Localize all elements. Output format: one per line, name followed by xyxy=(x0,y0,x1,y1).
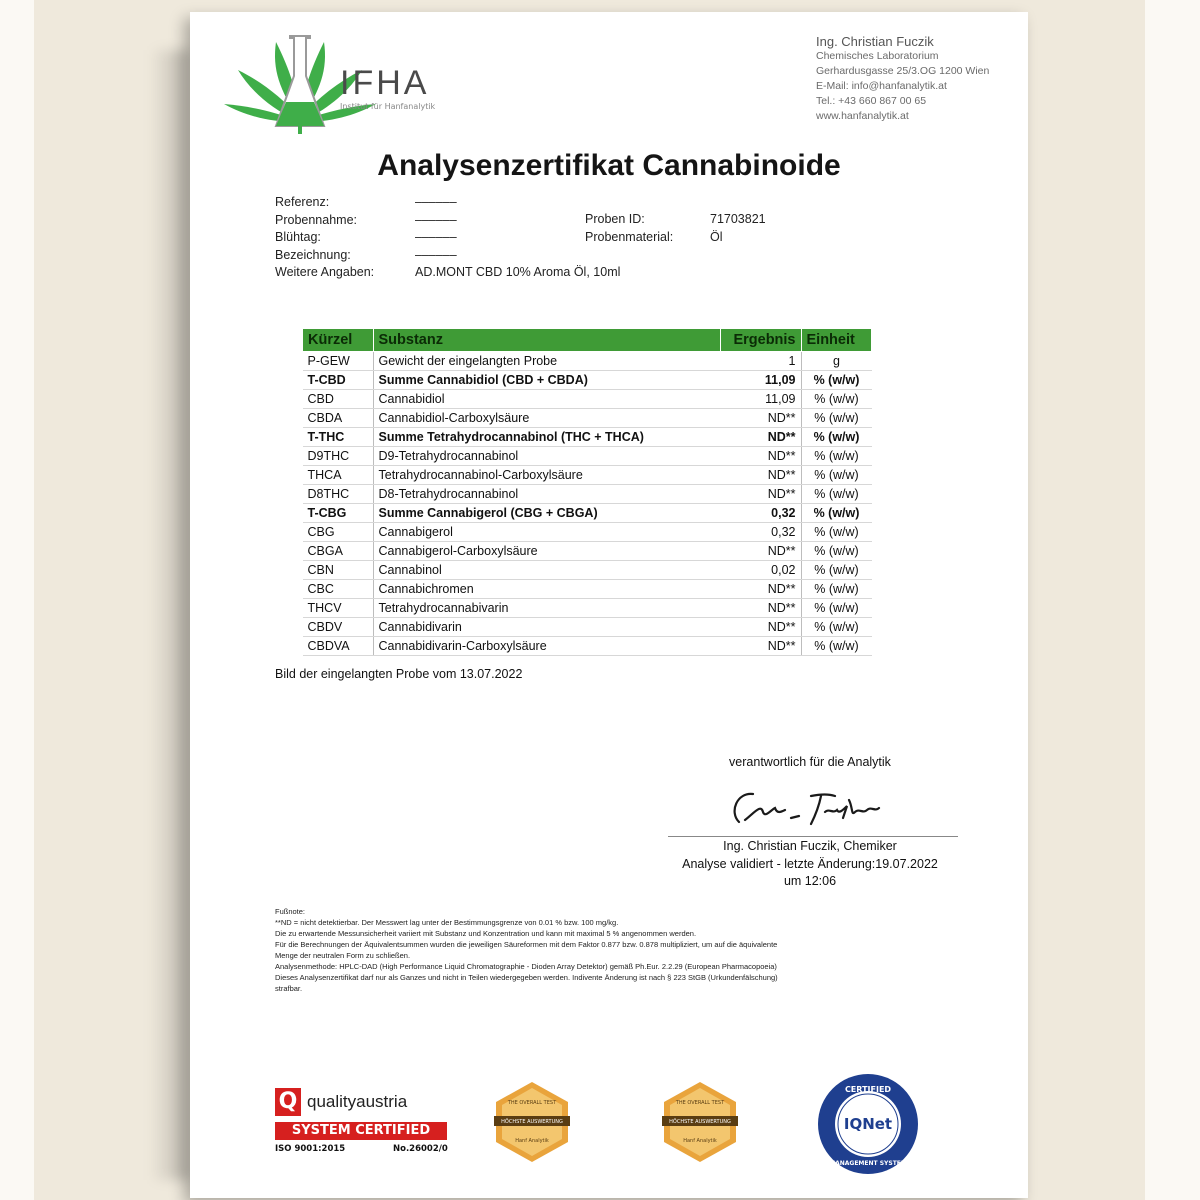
cell-substance: Cannabidiol xyxy=(373,390,721,409)
footnote-line: Fußnote: xyxy=(275,907,306,916)
iqnet-top-text: CERTIFIED xyxy=(844,1085,892,1094)
footnote-line: Dieses Analysenzertifikat darf nur als Ganzes und nicht in Teilen wiedergegeben werden. Indivente Änderung ist nach § 223 StGB (Urkundenfälschung) xyxy=(275,973,778,982)
cell-code: T-CBG xyxy=(303,504,374,523)
cell-unit: % (w/w) xyxy=(801,409,872,428)
cell-result: 0,02 xyxy=(721,561,802,580)
meta-label: Blühtag: xyxy=(275,230,321,244)
footnote-line: **ND = nicht detektierbar. Der Messwert lag unter der Bestimmungsgrenze von 0.01 % bzw. 100 mg/kg. xyxy=(275,918,619,927)
cell-unit: % (w/w) xyxy=(801,637,872,656)
cell-code: CBDV xyxy=(303,618,374,637)
meta-row-bloom-day xyxy=(275,230,620,248)
cell-substance: Cannabigerol xyxy=(373,523,721,542)
cell-code: CBN xyxy=(303,561,374,580)
lab-phone: Tel.: +43 660 867 00 65 xyxy=(816,95,927,107)
cell-result: 1 xyxy=(721,352,802,371)
lab-contact-block xyxy=(816,34,989,124)
badge-bottom-text: Hanf Analytik xyxy=(515,1138,549,1144)
signatory-block xyxy=(660,838,960,891)
meta-value: –––––– xyxy=(415,212,457,227)
result-row xyxy=(303,523,872,542)
cell-code: T-THC xyxy=(303,428,374,447)
lab-website: www.hanfanalytik.at xyxy=(816,110,909,122)
cell-result: ND** xyxy=(721,447,802,466)
cell-result: ND** xyxy=(721,542,802,561)
cell-substance: Cannabidivarin-Carboxylsäure xyxy=(373,637,721,656)
cell-code: CBC xyxy=(303,580,374,599)
validation-time: um 12:06 xyxy=(783,874,837,888)
cell-unit: g xyxy=(801,352,872,371)
certificate-page xyxy=(190,12,1028,1198)
result-row xyxy=(303,561,872,580)
badge-mid-text: HÖCHSTE AUSWERTUNG xyxy=(669,1119,731,1125)
meta-label: Bezeichnung: xyxy=(275,247,351,262)
system-certified-label: SYSTEM CERTIFIED xyxy=(275,1122,447,1140)
lab-owner-name: Ing. Christian Fuczik xyxy=(816,34,934,49)
meta-row-sample-material xyxy=(585,230,766,248)
result-row xyxy=(303,447,872,466)
cell-unit: % (w/w) xyxy=(801,390,872,409)
result-row xyxy=(303,390,872,409)
badge-top-text: THE OVERALL TEST xyxy=(507,1100,557,1106)
badge-top-text: THE OVERALL TEST xyxy=(675,1100,725,1106)
quality-austria-badge xyxy=(275,1086,455,1156)
cell-result: 11,09 xyxy=(721,390,802,409)
photo-frame-right xyxy=(1145,0,1200,1200)
cell-unit: % (w/w) xyxy=(801,561,872,580)
meta-value: Öl xyxy=(710,229,723,244)
logo-name: IFHA xyxy=(340,64,430,102)
lab-email: E-Mail: info@hanfanalytik.at xyxy=(816,80,947,92)
cell-code: THCA xyxy=(303,466,374,485)
sample-meta-right xyxy=(585,212,766,247)
cell-code: CBG xyxy=(303,523,374,542)
cell-unit: % (w/w) xyxy=(801,485,872,504)
cell-substance: Summe Tetrahydrocannabinol (THC + THCA) xyxy=(373,428,721,447)
result-row xyxy=(303,599,872,618)
iqnet-logo-text: IQNet xyxy=(843,1115,893,1133)
result-row xyxy=(303,542,872,561)
column-header-substance: Substanz xyxy=(373,329,721,352)
iso-standard: ISO 9001:2015 xyxy=(275,1144,346,1154)
result-row xyxy=(303,466,872,485)
footnote-line: Die zu erwartende Messunsicherheit variiert mit Substanz und Konzentration und kann mit maximal 5 % angenommen werden. xyxy=(275,929,697,938)
cell-result: 11,09 xyxy=(721,371,802,390)
cell-unit: % (w/w) xyxy=(801,428,872,447)
signatory-name: Ing. Christian Fuczik, Chemiker xyxy=(723,839,897,853)
handwritten-signature xyxy=(725,782,885,832)
cell-unit: % (w/w) xyxy=(801,466,872,485)
cell-substance: Tetrahydrocannabinol-Carboxylsäure xyxy=(373,466,721,485)
signature-header: verantwortlich für die Analytik xyxy=(729,755,891,769)
cell-substance: Cannabidivarin xyxy=(373,618,721,637)
cell-result: ND** xyxy=(721,485,802,504)
result-row xyxy=(303,637,872,656)
signature-line xyxy=(668,836,958,837)
cell-substance: D9-Tetrahydrocannabinol xyxy=(373,447,721,466)
cell-substance: Summe Cannabidiol (CBD + CBDA) xyxy=(373,371,721,390)
cell-unit: % (w/w) xyxy=(801,504,872,523)
cell-code: CBD xyxy=(303,390,374,409)
cell-code: CBGA xyxy=(303,542,374,561)
test-seal-badge-1 xyxy=(490,1080,574,1164)
results-body xyxy=(303,352,872,656)
test-seal-badge-2 xyxy=(658,1080,742,1164)
cell-unit: % (w/w) xyxy=(801,447,872,466)
validation-note: Analyse validiert - letzte Änderung:19.07.2022 xyxy=(682,856,938,871)
column-header-code: Kürzel xyxy=(303,329,374,352)
logo-subtitle: Institut für Hanfanalytik xyxy=(340,102,436,111)
cell-result: 0,32 xyxy=(721,523,802,542)
cell-code: THCV xyxy=(303,599,374,618)
photo-frame-left xyxy=(0,0,34,1200)
cell-substance: Cannabigerol-Carboxylsäure xyxy=(373,542,721,561)
cell-substance: Cannabichromen xyxy=(373,580,721,599)
cell-substance: Cannabidiol-Carboxylsäure xyxy=(373,409,721,428)
cell-substance: Tetrahydrocannabivarin xyxy=(373,599,721,618)
result-row xyxy=(303,428,872,447)
meta-row-reference xyxy=(275,195,620,213)
result-row xyxy=(303,504,872,523)
cell-unit: % (w/w) xyxy=(801,580,872,599)
cell-code: D9THC xyxy=(303,447,374,466)
cell-unit: % (w/w) xyxy=(801,523,872,542)
cell-result: 0,32 xyxy=(721,504,802,523)
meta-label: Referenz: xyxy=(275,195,330,209)
result-row xyxy=(303,352,872,371)
cell-unit: % (w/w) xyxy=(801,542,872,561)
footnote-line: Für die Berechnungen der Äquivalentsummen wurden die jeweiligen Säureformen mit dem Faktor 0.877 bzw. 0.878 multipliziert, um auf die äquivalente xyxy=(275,940,778,949)
result-row xyxy=(303,485,872,504)
footnote-line: Menge der neutralen Form zu schließen. xyxy=(275,951,411,960)
cell-result: ND** xyxy=(721,599,802,618)
cell-substance: Summe Cannabigerol (CBG + CBGA) xyxy=(373,504,721,523)
lab-type: Chemisches Laboratorium xyxy=(816,50,939,62)
meta-label: Probennahme: xyxy=(275,212,358,227)
quality-austria-brand: qualityaustria xyxy=(307,1092,408,1111)
footnotes xyxy=(275,906,965,994)
column-header-unit: Einheit xyxy=(801,329,872,352)
iqnet-certified-seal xyxy=(816,1072,920,1176)
document-title: Analysenzertifikat Cannabinoide xyxy=(377,149,841,182)
result-row xyxy=(303,409,872,428)
lab-address: Gerhardusgasse 25/3.OG 1200 Wien xyxy=(816,65,990,77)
cell-result: ND** xyxy=(721,409,802,428)
meta-value: –––––– xyxy=(415,247,457,262)
certificate-number: No.26002/0 xyxy=(393,1144,448,1154)
meta-value: –––––– xyxy=(415,230,457,244)
cell-unit: % (w/w) xyxy=(801,618,872,637)
meta-row-further-info xyxy=(275,265,620,283)
meta-value: 71703821 xyxy=(710,212,766,226)
cell-result: ND** xyxy=(721,428,802,447)
cell-code: P-GEW xyxy=(303,352,374,371)
cell-result: ND** xyxy=(721,618,802,637)
footnote-line: Analysenmethode: HPLC-DAD (High Performance Liquid Chromatographie - Dioden Array Detektor) gemäß Ph.Eur. 2.2.29 (European Pharmacopoeia) xyxy=(275,962,777,971)
meta-row-designation xyxy=(275,248,620,266)
column-header-result: Ergebnis xyxy=(721,329,802,352)
cell-substance: D8-Tetrahydrocannabinol xyxy=(373,485,721,504)
meta-value: –––––– xyxy=(415,195,457,209)
cell-unit: % (w/w) xyxy=(801,371,872,390)
cell-substance: Gewicht der eingelangten Probe xyxy=(373,352,721,371)
meta-label: Proben ID: xyxy=(585,212,645,226)
result-row xyxy=(303,580,872,599)
results-table xyxy=(302,328,872,656)
cell-result: ND** xyxy=(721,637,802,656)
sample-meta-left xyxy=(275,195,620,283)
cell-unit: % (w/w) xyxy=(801,599,872,618)
results-header-row xyxy=(303,329,872,352)
cell-result: ND** xyxy=(721,580,802,599)
badge-mid-text: HÖCHSTE AUSWERTUNG xyxy=(501,1119,563,1125)
result-row xyxy=(303,618,872,637)
iqnet-bottom-text: MANAGEMENT SYSTEM xyxy=(829,1160,907,1167)
sample-photo-caption: Bild der eingelangten Probe vom 13.07.2022 xyxy=(275,667,523,681)
quality-austria-q-icon: Q xyxy=(275,1088,301,1116)
meta-row-sampling xyxy=(275,213,620,231)
meta-label: Weitere Angaben: xyxy=(275,265,375,279)
meta-label: Probenmaterial: xyxy=(585,229,674,244)
result-row xyxy=(303,371,872,390)
meta-value: AD.MONT CBD 10% Aroma Öl, 10ml xyxy=(415,265,621,279)
paper-shadow xyxy=(150,50,190,1180)
cell-code: CBDVA xyxy=(303,637,374,656)
badge-bottom-text: Hanf Analytik xyxy=(683,1138,717,1144)
cell-result: ND** xyxy=(721,466,802,485)
cell-code: CBDA xyxy=(303,409,374,428)
footnote-line: strafbar. xyxy=(275,984,303,993)
cell-substance: Cannabinol xyxy=(373,561,721,580)
meta-row-sample-id xyxy=(585,212,766,230)
cell-code: T-CBD xyxy=(303,371,374,390)
cell-code: D8THC xyxy=(303,485,374,504)
